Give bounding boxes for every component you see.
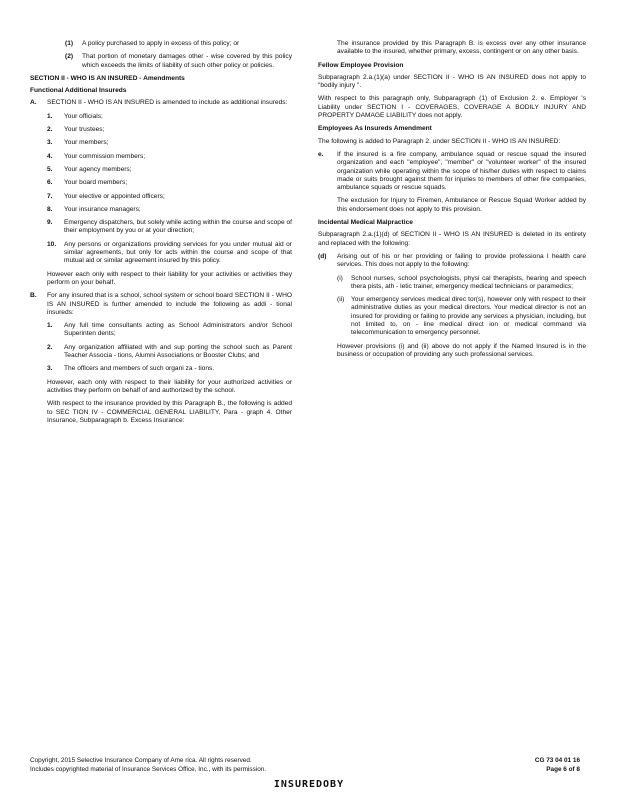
- page-number: Page 6 of 8: [546, 766, 580, 773]
- paragraph-text: SECTION II - WHO IS AN INSURED is amended to include as additional insureds:: [47, 99, 288, 107]
- b-items-list: [30, 322, 292, 373]
- paragraph-text: If the insured is a fire company, ambulance squad or rescue squad the insured organization and each "employee", "member" or "volunteer worker" of the insured organization while operating within the scope of his/her duties with respect to claims made or suits brought against them for injuries to members of other fire companies, ambulance squads or rescue squads.: [337, 150, 586, 192]
- paragraph-text: However each only with respect to their liability for your activities or activities they perform on your behalf.: [47, 270, 292, 286]
- subsection-heading: Incidental Medical Malpractice: [318, 219, 413, 227]
- list-label: 5.: [47, 165, 53, 173]
- paragraph-d: [318, 253, 586, 270]
- list-item: [47, 241, 292, 266]
- list-text: Any persons or organizations providing services for you under mutual aid or similar agreements, but only for acts within the course and scope of that mutual aid or similar agreement insured by this policy.: [64, 240, 292, 265]
- list-item: [47, 126, 292, 134]
- list-label: (1): [65, 40, 74, 47]
- list-label: (i): [337, 274, 343, 282]
- paragraph-text: Subparagraph 2.a.(1)(a) under SECTION II - WHO IS AN INSURED does not apply to "bodily injury ".: [318, 73, 586, 90]
- copyright-line: Copyright, 2015 Selective Insurance Company of Ame rica. All rights reserved.: [30, 757, 252, 764]
- list-item: [47, 365, 292, 373]
- watermark: INSUREDOBY: [273, 779, 345, 790]
- list-item: [47, 153, 292, 161]
- left-column: [30, 40, 292, 430]
- list-text: Your officials;: [64, 112, 103, 120]
- paragraph-text: With respect to the insurance provided by this Paragraph B., the following is added to SEC TION IV - COMMERCIAL GENERAL LIABILITY, Para - graph 4. Other Insurance, Subparagraph b. Excess Insurance:: [47, 400, 292, 424]
- list-item: [47, 193, 292, 201]
- paragraph-label: (d): [318, 252, 327, 260]
- list-label: 10.: [47, 240, 57, 248]
- paragraph-text: The exclusion for Injury to Firemen, Ambulance or Rescue Squad Worker added by this endorsement does not apply to this provision.: [337, 197, 586, 213]
- d-items-list: [318, 275, 586, 338]
- list-text: Emergency dispatchers, but solely while acting within the course and scope of their employment by you or at your direction;: [64, 219, 292, 235]
- list-text: Your elective or appointed officers;: [64, 192, 165, 200]
- list-item: [30, 53, 292, 70]
- list-text: That portion of monetary damages other - wise covered by this policy which exceeds the limits of liability of such other policy or policies.: [82, 53, 292, 69]
- list-text: Your members;: [64, 139, 109, 147]
- list-item: [47, 344, 292, 361]
- paragraph-text: The insurance provided by this Paragraph B. is excess over any other insurance available to the insured, whether primary, excess, contingent or on any other basis.: [337, 40, 586, 56]
- paragraph-label: e.: [318, 150, 324, 158]
- list-label: (ii): [337, 296, 345, 304]
- paragraph-text: Subparagraph 2.a.(1)(d) of SECTION II - WHO IS AN INSURED is deleted in its entirety and replaced with the following:: [318, 231, 586, 247]
- list-label: 2.: [47, 343, 53, 351]
- subsection-heading: Employees As Insureds Amendment: [318, 125, 432, 133]
- list-text: The officers and members of such organi za - tions.: [64, 365, 215, 373]
- list-label: (2): [65, 53, 74, 61]
- paragraph-e: [318, 151, 586, 192]
- list-label: 4.: [47, 152, 53, 160]
- list-text: Any organization affiliated with and sup porting the school such as Parent Teacher Associa - tions, Alumni Associations or Booster Clubs; and: [64, 343, 292, 360]
- paragraph-text: However, each only with respect to their liability for your authorized activities or activities they perform on behalf of and authorized by the school.: [47, 378, 292, 394]
- form-info: [490, 756, 580, 774]
- list-item: [47, 113, 292, 121]
- list-label: 1.: [47, 112, 53, 120]
- list-item: [30, 40, 292, 48]
- list-label: 6.: [47, 179, 53, 187]
- right-column: [318, 40, 586, 364]
- form-number: CG 73 04 01 16: [534, 757, 580, 764]
- paragraph-label: A.: [30, 99, 37, 107]
- list-text: School nurses, school psychologists, physi cal therapists, hearing and speech thera pists, ath - letic trainer, emergency medical technicians or paramedics;: [351, 274, 586, 290]
- paragraph-text: However provisions (i) and (ii) above do not apply if the Named Insured is in the business or occupation of providing any such professional services.: [337, 342, 586, 358]
- paragraph-text: Arising out of his or her providing or failing to provide professiona l health care services. This does not apply to the following:: [337, 252, 586, 269]
- list-item: [337, 296, 586, 337]
- list-label: 8.: [47, 205, 53, 213]
- list-label: 3.: [47, 365, 53, 373]
- copyright-notice: [30, 756, 390, 774]
- paragraph-text: With respect to this paragraph only, Subparagraph (1) of Exclusion 2. e. Employer 's Liability under SECTION I - COVERAGES, COVERAGE A BODILY INJURY AND PROPERTY DAMAGE LIABILITY does not apply.: [318, 95, 586, 120]
- list-text: Your agency members;: [64, 165, 132, 173]
- list-text: A policy purchased to apply in excess of this policy; or: [82, 40, 240, 47]
- list-text: Your commission members;: [64, 152, 146, 160]
- paragraph-text: For any insured that is a school, school system or school board SECTION II - WHO IS AN INSURED is further amended to include the following as addi - tional insureds:: [47, 292, 292, 316]
- list-label: 7.: [47, 192, 53, 200]
- subsection-heading: Fellow Employee Provision: [318, 61, 404, 69]
- list-item: [47, 322, 292, 339]
- list-item: [47, 219, 292, 236]
- list-item: [47, 206, 292, 214]
- list-item: [47, 166, 292, 174]
- a-items-list: [30, 113, 292, 266]
- list-text: Your insurance managers;: [64, 205, 141, 213]
- list-text: Any full time consultants acting as School Administrators and/or School Superinten dents;: [64, 322, 292, 338]
- list-item: [337, 275, 586, 292]
- paragraph-label: B.: [30, 292, 37, 300]
- paragraph-a: [30, 99, 292, 107]
- list-label: 3.: [47, 139, 53, 147]
- section-heading: SECTION II - WHO IS AN INSURED - Amendments: [30, 74, 185, 82]
- paragraph-text: The following is added to Paragraph 2. under SECTION II - WHO IS AN INSURED:: [318, 137, 561, 145]
- subsection-heading: Functional Additional Insureds: [30, 87, 127, 95]
- list-text: Your emergency services medical direc tor(s), however only with respect to their administrative duties as your medical directors. Your medical director is not an insured for providing or failing to provide any services a physician, including, but not limited to, on - line medical direct ion or medical command via telecommunication to emergency personnel.: [351, 296, 586, 337]
- list-item: [47, 179, 292, 187]
- list-label: 1.: [47, 322, 53, 330]
- list-item: [47, 139, 292, 147]
- paragraph-b: [30, 292, 292, 317]
- copyright-line: Includes copyrighted material of Insurance Services Office, Inc., with its permission.: [30, 766, 267, 773]
- list-label: 9.: [47, 219, 53, 227]
- list-text: Your trustees;: [64, 126, 105, 134]
- list-text: Your board members;: [64, 179, 128, 187]
- list-label: 2.: [47, 126, 53, 134]
